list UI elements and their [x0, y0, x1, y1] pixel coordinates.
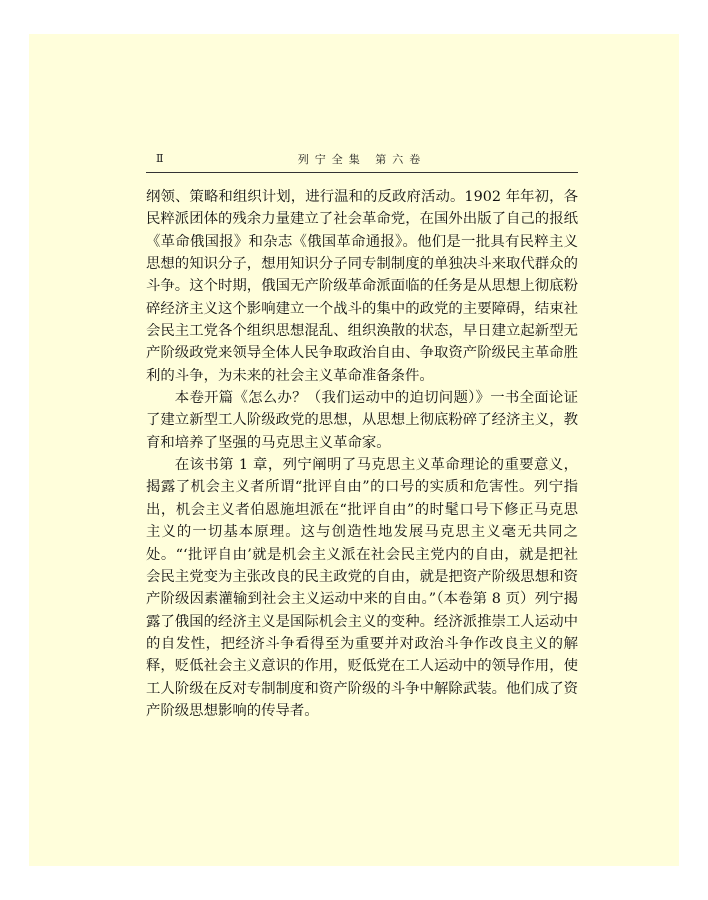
body-text: [146, 186, 578, 722]
paragraph: 纲领、策略和组织计划，进行温和的反政府活动。1902 年年初，各民粹派团体的残余力量建立了社会革命党，在国外出版了自己的报纸《革命俄国报》和杂志《俄国革命通报》。他们是一批具有民粹主义思想的知识分子，想用知识分子同专制制度的单独决斗来取代群众的斗争。这个时期，俄国无产阶级革命派面临的任务是从思想上彻底粉碎经济主义这个影响建立一个战斗的集中的政党的主要障碍，结束社会民主工党各个组织思想混乱、组织涣散的状态，早日建立起新型无产阶级政党来领导全体人民争取政治自由、争取资产阶级民主革命胜利的斗争，为未来的社会主义革命准备条件。: [146, 189, 578, 384]
page-header: [146, 150, 578, 173]
page-number: Ⅱ: [156, 152, 164, 165]
running-title: 列宁全集 第六卷: [297, 153, 427, 166]
paragraph: 在该书第 1 章，列宁阐明了马克思主义革命理论的重要意义，揭露了机会主义者所谓“批评自由”的口号的实质和危害性。列宁指出，机会主义者伯恩施坦派在“批评自由”的时髦口号下修正马克思主义的一切基本原理。这与创造性地发展马克思主义毫无共同之处。“‘批评自由’就是机会主义派在社会民主党内的自由，就是把社会民主党变为主张改良的民主政党的自由，就是把资产阶级思想和资产阶级因素灌输到社会主义运动中来的自由。”（本卷第 8 页）列宁揭露了俄国的经济主义是国际机会主义的变种。经济派推崇工人运动中的自发性，把经济斗争看得至为重要并对政治斗争作改良主义的解释，贬低社会主义意识的作用，贬低党在工人运动中的领导作用，使工人阶级在反对专制制度和资产阶级的斗争中解除武装。他们成了资产阶级思想影响的传导者。: [146, 457, 578, 719]
paragraph: 本卷开篇《怎么办？（我们运动中的迫切问题）》一书全面论证了建立新型工人阶级政党的思想，从思想上彻底粉碎了经济主义，教育和培养了坚强的马克思主义革命家。: [146, 390, 578, 451]
